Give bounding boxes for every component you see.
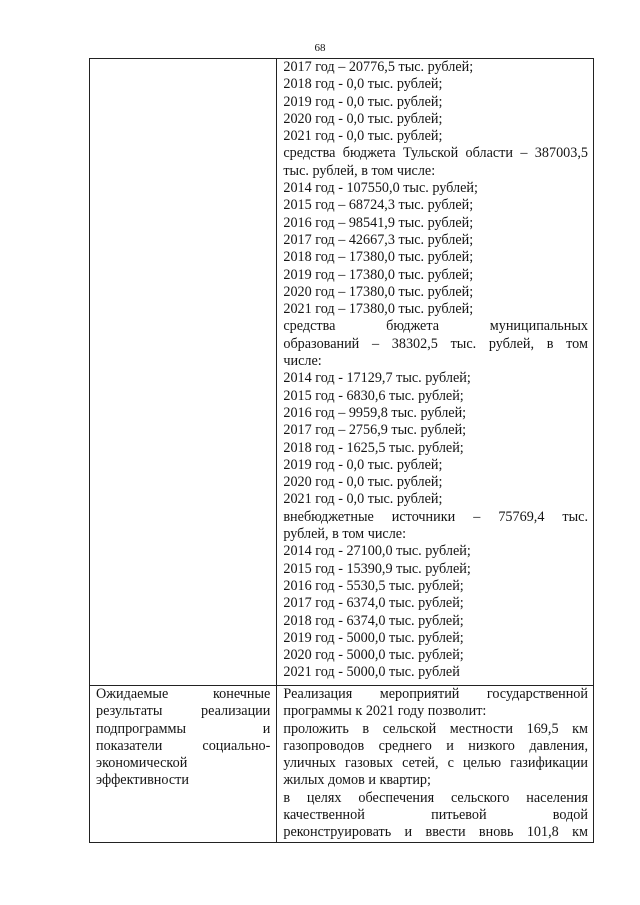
expected-results-label-line: показатели социально- [96,737,271,754]
expected-results-label-line: экономической [96,755,188,772]
funding-lines [283,59,588,682]
funding-line: 2018 год – 17380,0 тыс. рублей; [283,249,474,266]
expected-results-text [283,686,588,842]
funding-label-cell [90,59,277,686]
funding-line: 2019 год - 0,0 тыс. рублей; [283,93,443,110]
expected-results-label-cell [90,686,277,843]
funding-line: 2016 год – 98541,9 тыс. рублей; [283,214,474,231]
funding-line: 2017 год - 6374,0 тыс. рублей; [283,595,464,612]
funding-line: 2018 год - 1625,5 тыс. рублей; [283,439,464,456]
funding-line: 2021 год - 0,0 тыс. рублей; [283,491,443,508]
expected-results-text-line: проложить в сельской местности 169,5 км [283,720,588,737]
expected-results-text-line: программы к 2021 году позволит: [283,703,487,720]
expected-results-label-line: результаты реализации [96,703,271,720]
funding-line: 2021 год - 0,0 тыс. рублей; [283,128,443,145]
funding-line: 2019 год – 17380,0 тыс. рублей; [283,266,474,283]
expected-results-text-line: газопроводов среднего и низкого давления, [283,737,588,754]
funding-line: 2018 год - 0,0 тыс. рублей; [283,76,443,93]
funding-line: 2015 год – 68724,3 тыс. рублей; [283,197,474,214]
funding-text-cell [277,59,594,686]
funding-line: 2014 год - 107550,0 тыс. рублей; [283,180,478,197]
funding-line: 2014 год - 17129,7 тыс. рублей; [283,370,471,387]
funding-line: 2020 год – 17380,0 тыс. рублей; [283,283,474,300]
funding-line: 2021 год – 17380,0 тыс. рублей; [283,301,474,318]
page-number: 68 [314,42,326,54]
funding-line: 2016 год – 9959,8 тыс. рублей; [283,404,467,421]
expected-results-text-cell [277,686,594,843]
funding-line: внебюджетные источники – 75769,4 тыс. [283,508,588,525]
expected-results-label-line: подпрограммы и [96,720,271,737]
funding-line: средства бюджета муниципальных [283,318,588,335]
funding-line: 2019 год - 0,0 тыс. рублей; [283,456,443,473]
passport-table [89,58,594,843]
funding-line: рублей, в том числе: [283,526,407,543]
expected-results-text-line: реконструировать и ввести вновь 101,8 км [283,824,588,841]
funding-line: 2017 год – 20776,5 тыс. рублей; [283,59,474,75]
funding-row [90,59,594,686]
funding-line: 2020 год - 0,0 тыс. рублей; [283,474,443,491]
funding-line: 2016 год - 5530,5 тыс. рублей; [283,577,464,594]
funding-line: 2020 год - 5000,0 тыс. рублей; [283,647,464,664]
expected-results-label [96,686,270,790]
expected-results-label-line: эффективности [96,772,189,789]
expected-results-row [90,686,594,843]
funding-line: тыс. рублей, в том числе: [283,162,436,179]
funding-line: 2021 год - 5000,0 тыс. рублей [283,664,460,681]
expected-results-text-line: уличных газовых сетей, с целью газификации [283,755,588,772]
funding-line: 2014 год - 27100,0 тыс. рублей; [283,543,471,560]
funding-line: средства бюджета Тульской области – 387003,5 [283,145,588,162]
funding-line: числе: [283,353,322,370]
funding-line: 2015 год - 6830,6 тыс. рублей; [283,387,464,404]
funding-line: 2015 год - 15390,9 тыс. рублей; [283,560,471,577]
funding-line: 2019 год - 5000,0 тыс. рублей; [283,629,464,646]
funding-line: 2017 год – 42667,3 тыс. рублей; [283,231,474,248]
expected-results-text-line: в целях обеспечения сельского населения [283,789,588,806]
funding-line: 2020 год - 0,0 тыс. рублей; [283,110,443,127]
funding-line: образований – 38302,5 тыс. рублей, в том [283,335,588,352]
expected-results-text-line: качественной питьевой водой [283,807,588,824]
expected-results-text-line: жилых домов и квартир; [283,772,431,789]
funding-line: 2018 год - 6374,0 тыс. рублей; [283,612,464,629]
expected-results-label-line: Ожидаемые конечные [96,686,271,702]
expected-results-text-line: Реализация мероприятий государственной [283,686,588,702]
funding-line: 2017 год – 2756,9 тыс. рублей; [283,422,467,439]
